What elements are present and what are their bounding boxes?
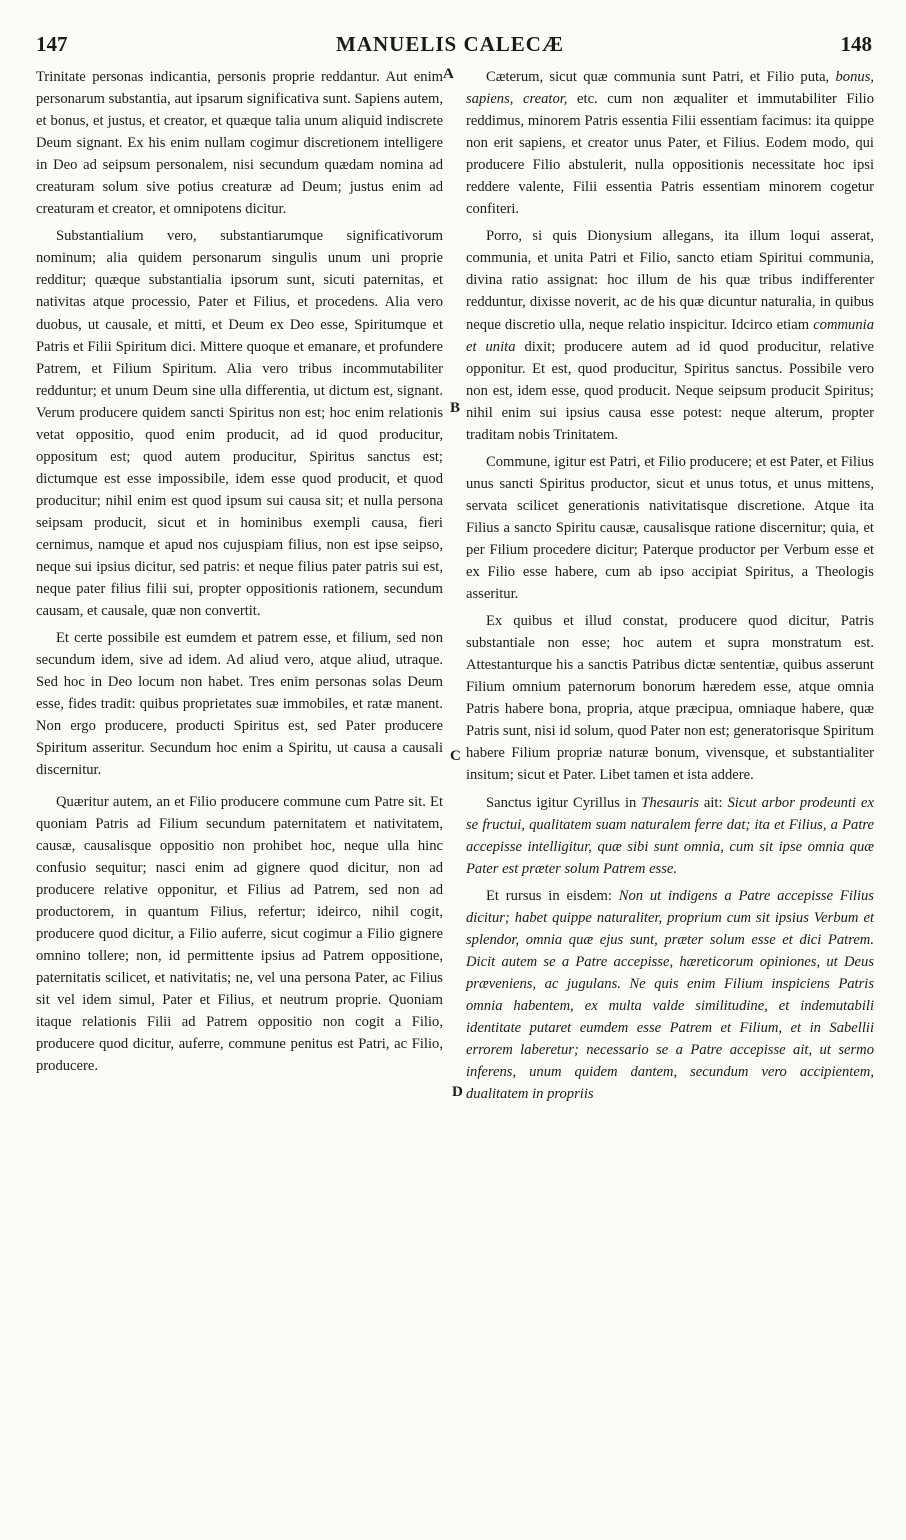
paragraph (466, 792, 874, 880)
paragraph: Ex quibus et illud constat, producere quod dicitur, Patris substantiale non esse; hoc autem et supra monstratum est. Attestanturque his a sanctis Patribus dictæ sententiæ, quibus asserunt Filium omnium paternorum bonorum hæredem esse, atque omnia Patris habere bona, propria, atque præcipua, omniaque habere, quæ Patris sunt, nisi id solum, quod Pater non est; generatorisque Spiritum habere Filium propriæ naturæ bonum, vivensque, et substantialiter insitum; sicut et Pater. Libet tamen et ista addere. (466, 613, 874, 784)
margin-marker-a: A (443, 66, 454, 82)
text-run: Sanctus igitur Cyrillus in (486, 794, 637, 811)
quotation: Non ut indigens a Patre accepisse Filius dicitur; habet quippe naturaliter, proprium cum sit ipsius Verbum et splendor, omnia quæ ejus sunt, præter solum esse et dici Patrem. Dicit autem se a Patre accepisse, hæreticorum opiniones, ut Deus præveniens, ac jugulans. Ne quis enim Filium inspiciens Patris omnia habentem, ex multa valde similitudine, et indemutabili identitate putaret eumdem esse Patrem et Filium, et in Sabellii errorem laberetur; necessario se a Patre accepisse ait, ut sermo inferens, unum quidem dantem, secundum vero accipientem, dualitatem in propriis (466, 887, 874, 1103)
right-page-number: 148 (840, 32, 872, 56)
margin-marker-d: D (452, 1084, 463, 1100)
text-run: Cæterum, sicut quæ communia sunt Patri, et Filio puta, (486, 69, 830, 85)
running-header (28, 32, 872, 62)
quotation: Sicut arbor prodeunti ex se fructui, qualitatem suam naturalem ferre dat; ita et Filius, a Patre accepisse intelligitur, quæ sibi sunt omnia, cum sit ipse omnia quæ Pater est præter solum Patrem esse. (466, 794, 875, 877)
left-page-number: 147 (36, 32, 68, 56)
paragraph: Trinitate personas indicantia, personis proprie reddantur. Aut enim personarum substantia, aut ipsarum significativa sunt. Sapiens autem, et bonus, et justus, et creator, et quæque talia unum aliquid indiscrete Deum signant. Ex his enim nullam cogimur discretionem intelligere in Deo ad seipsum personalem, nisi secundum quædam nomina ad creaturam solum sive potius creaturæ ad Deum; justus enim ad creaturam et creator, et omnipotens dicitur. (36, 69, 443, 218)
paragraph (466, 66, 874, 220)
paragraph (466, 885, 874, 1105)
text-run: etc. cum non æqualiter et immutabiliter Filio reddimus, minorem Patris essentia Filii essentiam facimus: ita quippe non erit sapiens, et creator unus Pater, et Filius. Eodem modo, qui producere Filio abstulerit, nulla oppositionis necessitate hoc ipsi reddere valente, Filii essentia Patris essentiam minorem cogetur confiteri. (466, 91, 874, 218)
text-run: dixit; producere autem ad id quod producitur, relative opponitur. Et est, quod producitur, Spiritus sanctus. Possibile vero non est, idem esse, quod producit. Neque seipsum producit Spiritus; nihil enim sui ipsius causa esse potest: neque alterum, propter traditam nobis Trinitatem. (466, 338, 874, 443)
paragraph: Et certe possibile est eumdem et patrem esse, et filium, sed non secundum idem, sive ad idem. Ad aliud vero, atque aliud, utraque. Sed hoc in Deo locum non habet. Tres enim personas solas Deum esse, fides tradit: quibus proprietates suæ immobiles, et ratæ manent. Non ergo producere, producti Spiritus est, sed Pater producere Spiritum asseritur. Secundum hoc enim a Spiritu, ut causa a causali discernitur. (36, 630, 443, 779)
text-run: Et rursus in eisdem: (486, 887, 612, 904)
margin-marker-b: B (450, 400, 461, 416)
running-title: MANUELIS CALECÆ (336, 32, 564, 56)
paragraph: Commune, igitur est Patri, et Filio producere; et est Pater, et Filius unus sancti Spiritus productor, sicut et unus totus, et unus mittens, servata scilicet generationis nativitatisque discretione. Atque ita Filius a sancto Spiritu causæ, causalisque ratione discernitur; quia, et per Filium procedere dicitur; Paterque productor per Verbum esse et ex Filio esse habere, cum ab ipso accipiat Spiritus, a Theologis asseritur. (466, 453, 874, 603)
paragraph: Substantialium vero, substantiarumque significativorum nominum; alia quidem personarum singulis unum uni proprie redditur; quæque substantialia ipsorum sunt, sicuti paternitas, et nativitas atque processio, Pater et Filius, et procedens. Alia vero duobus, ut causale, et mitti, et Deum ex Deo esse, Spiritumque et Patris et Filii Spiritum dici. Mittere quoque et emanare, et profundere Patrem, et Filium Spiritum. Alia vero tribus incommutabiliter redduntur; et unum Deum sine ulla differentia, ut dictum est, signant. Verum producere quidem sancti Spiritus non est; hoc enim relationis vetat oppositio, quod enim producit, ad id quod producitur, oppositum est; quod autem producitur, Spiritus sanctus est; dictumque est esse impossibile, idem esse quod producit, et quod producitur; nihil enim est quod ipsum sui causa sit; et nulla persona seipsam producit, sicut et in hominibus exempli causa, fieri cernimus, namque et apud nos cujuspiam filius, non est ipse seipso, neque sui ipsius dicitur, sed patris: et neque filius pater patris sui est, neque pater filius filii sui, propter oppositionis rationem, secundum causam, et causale, quæ non convertit. (36, 228, 443, 620)
right-column (466, 66, 874, 1105)
text-run: Porro, si quis Dionysium allegans, ita illum loqui asserat, communia, et unita Patri et Filio, sancto etiam Spiritui communia, divina ratio assignat: hoc illum de his quæ tribus indifferenter redduntur, dixisse noverit, ac de his quæ dicuntur naturalia, in quibus neque discretio ulla, neque relatio inspicitur. Idcirco etiam (466, 228, 874, 333)
italic-text: communia et unita (466, 316, 874, 355)
left-column (36, 66, 443, 1077)
margin-marker-c: C (450, 748, 461, 764)
italic-text: bonus, sapiens, creator, (466, 69, 875, 108)
book-title: Thesauris (641, 794, 699, 811)
text-run: ait: (703, 794, 723, 811)
paragraph (466, 225, 874, 445)
paragraph: Quæritur autem, an et Filio producere commune cum Patre sit. Et quoniam Patris ad Filium secundum paternitatem et nativitatem, causæ, causalisque oppositio non prohibet hoc, neque ulla hinc confusio sequitur; nasci enim ad gignere quod dicitur, non ad producere relative opponitur, et Filius ad Patrem, sed non ad productorem, in quantum Filius, refertur; ideirco, nihil cogit, producere quod dicitur, a Filio auferre, sicut cogimur a Filio gignere omnino tollere; non, id permittente ipsius ad Patrem oppositione, paternitatis scilicet, et nativitatis; ne, vel una persona Pater, ac Filius sit vel idem simul, Pater et Filius, et neutrum proprie. Quoniam itaque relationis Filii ad Patrem oppositio non cogit a Filio, producere quod dicitur, auferre, commune penitus est Patri, ac Filio, producere. (36, 793, 443, 1075)
